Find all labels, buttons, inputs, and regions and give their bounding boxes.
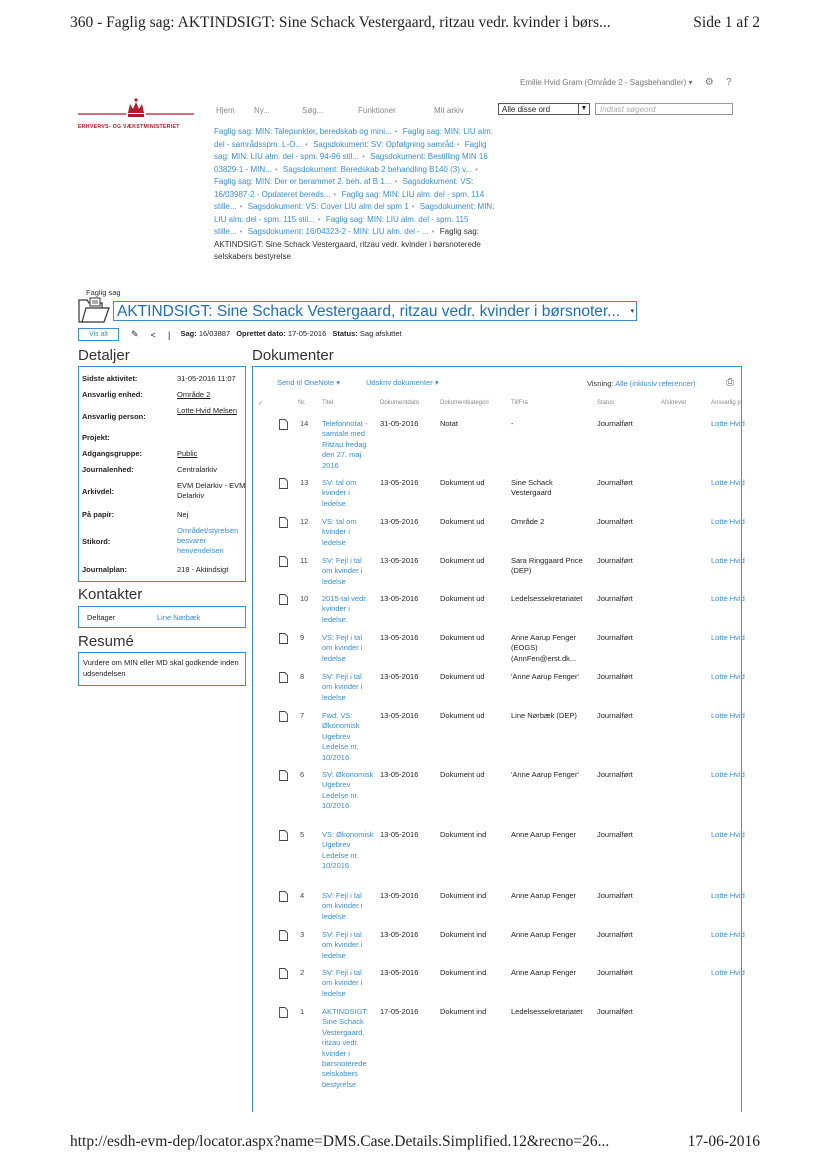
doc-number: 13 — [300, 478, 309, 487]
detail-key: Sidste aktivitet: — [82, 374, 138, 383]
breadcrumb-item[interactable]: Faglig sag: MIN: LIU alm. del - samrådsspm. L-O... — [214, 127, 494, 149]
detail-link[interactable]: Public — [177, 449, 198, 458]
doc-number: 12 — [300, 517, 309, 526]
folder-icon — [78, 297, 110, 328]
show-all-button[interactable]: Vis alt — [78, 328, 119, 341]
created-date-value: 17-05-2016 — [287, 329, 327, 339]
doc-title-link[interactable]: SV: Fejl i tal om kvinder i ledelse — [322, 930, 363, 960]
user-menu[interactable]: Emilie Hvid Gram (Område 2 - Sagsbehandler) ▾ — [520, 78, 693, 87]
detail-key: På papir: — [82, 510, 115, 519]
details-heading: Detaljer — [78, 347, 130, 364]
breadcrumb-separator: • — [431, 227, 435, 236]
doc-to-from: Anne Aarup Fenger (EOGS) (AnnFen@erst.dk... — [511, 633, 577, 663]
breadcrumb-separator: • — [411, 202, 415, 211]
doc-number: 1 — [300, 1007, 305, 1016]
breadcrumb-separator: • — [361, 152, 365, 161]
document-icon — [279, 968, 288, 979]
doc-responsible-link[interactable]: Lotte Hvid — [711, 711, 745, 720]
doc-number: 2 — [300, 968, 305, 977]
doc-title-link[interactable]: VS: Fejl i tal om kvinder i ledelse — [322, 633, 363, 663]
doc-status: Journalført — [597, 930, 633, 939]
detail-link[interactable]: Lotte Hvid Melsen — [177, 406, 238, 415]
doc-to-from: 'Anne Aarup Fenger' — [511, 672, 579, 681]
print-footer-date: 17-06-2016 — [687, 1133, 760, 1150]
doc-title-link[interactable]: SV: Fejl i tal om kvinder i ledelse — [322, 556, 363, 586]
doc-title-link[interactable]: SV: Fejl i tal om kvinder i ledelse — [322, 968, 363, 998]
view-label: Visning: — [587, 379, 614, 388]
status-label: Status: — [332, 329, 358, 339]
nav-search[interactable]: Søg... — [302, 106, 324, 115]
resume-text: Vurdere om MIN eller MD skal godkende inden udsendelsen — [78, 652, 246, 686]
col-select[interactable]: ✓ — [258, 401, 264, 407]
help-icon[interactable]: ? — [725, 77, 732, 88]
doc-responsible-link[interactable]: Lotte Hvid — [711, 830, 745, 839]
doc-category: Dokument ind — [440, 968, 487, 977]
breadcrumb-separator: • — [394, 177, 398, 186]
doc-category: Notat — [440, 419, 458, 428]
nav-functions[interactable]: Funktioner — [358, 106, 396, 115]
doc-status: Journalført — [597, 891, 633, 900]
doc-date: 13-05-2016 — [380, 891, 419, 900]
doc-category: Dokument ud — [440, 478, 485, 487]
crown-emblem — [78, 96, 194, 122]
search-placeholder: Indtast søgeord — [600, 105, 656, 114]
doc-date: 17-05-2016 — [380, 1007, 419, 1016]
doc-status: Journalført — [597, 478, 633, 487]
pin-icon[interactable]: ✎ — [131, 329, 139, 339]
document-icon — [279, 478, 288, 489]
breadcrumb-item[interactable]: Sagsdokument: Beredskab 2 behandling B140 (3) v... — [282, 164, 473, 174]
doc-status: Journalført — [597, 1007, 633, 1016]
doc-to-from: Anne Aarup Fenger — [511, 830, 577, 839]
doc-status: Journalført — [597, 556, 633, 565]
doc-status: Journalført — [597, 594, 633, 603]
breadcrumb-separator: • — [475, 164, 478, 174]
search-scope-value: Alle disse ord — [502, 105, 551, 114]
doc-to-from: Ledelsessekretariatet — [511, 594, 583, 603]
doc-to-from: Sara Ringgaard Price (DEP) — [511, 556, 583, 576]
doc-category: Dokument ud — [440, 517, 485, 526]
documents-toolbar — [277, 378, 439, 387]
ministry-logo[interactable] — [78, 96, 194, 130]
document-icon — [279, 556, 288, 567]
doc-to-from: Sine Schack Vestergaard — [511, 478, 553, 498]
share-icon[interactable]: < — [150, 329, 156, 340]
document-icon — [279, 633, 288, 644]
doc-responsible-link[interactable]: Lotte Hvid — [711, 672, 745, 681]
col-nr[interactable]: Nr. — [298, 400, 306, 406]
doc-category: Dokument ind — [440, 1007, 487, 1016]
doc-date: 13-05-2016 — [380, 770, 419, 779]
case-title-text: AKTINDSIGT: Sine Schack Vestergaard, ritzau vedr. kvinder i børsnoter... — [117, 303, 621, 320]
breadcrumb-item[interactable]: Faglig sag: MIN: LIU alm. del - spm. 115 stille... — [214, 214, 469, 236]
breadcrumb-item[interactable]: Sagsdokument: VS: Cover LIU alm del spm 1 — [247, 202, 409, 211]
doc-category: Dokument ind — [440, 930, 487, 939]
doc-responsible-link[interactable]: Lotte Hvid — [711, 594, 745, 603]
doc-responsible-link[interactable]: Lotte Hvid — [711, 891, 745, 900]
contacts-panel — [78, 606, 246, 628]
doc-responsible-link[interactable]: Lotte Hvid — [711, 930, 745, 939]
doc-title-link[interactable]: VS: Økonomisk Ugebrev Ledelse nr. 10/2016 — [322, 830, 374, 871]
breadcrumb-item[interactable]: Sagsdokument: MIN: LIU alm. del - spm. 115 stil... — [214, 202, 495, 224]
detail-key: Journalenhed: — [82, 465, 134, 474]
breadcrumb-separator: • — [456, 139, 460, 149]
doc-category: Dokument ind — [440, 891, 487, 900]
case-action-bar — [78, 328, 402, 341]
doc-date: 13-05-2016 — [380, 633, 419, 642]
created-date-label: Oprettet dato: — [236, 329, 286, 339]
doc-responsible-link[interactable]: Lotte Hvid — [711, 770, 745, 779]
doc-to-from: Anne Aarup Fenger — [511, 891, 577, 900]
document-icon — [279, 711, 288, 722]
doc-status: Journalført — [597, 830, 633, 839]
nav-home[interactable]: Hjem — [216, 106, 235, 115]
doc-to-from: Ledelsessekretariatet — [511, 1007, 583, 1016]
detail-key: Journalplan: — [82, 565, 128, 574]
document-icon — [279, 891, 288, 902]
breadcrumb-item[interactable]: Faglig sag: MIN: Talepunkter, beredskab og mini... — [214, 127, 392, 136]
doc-status: Journalført — [597, 968, 633, 977]
doc-status: Journalført — [597, 770, 633, 779]
case-type-label: Faglig sag — [86, 288, 121, 297]
print-documents-button[interactable]: Udskriv dokumenter ▾ — [366, 378, 439, 387]
col-status[interactable]: Status — [597, 400, 615, 406]
doc-date: 31-05-2016 — [380, 419, 419, 428]
documents-heading: Dokumenter — [252, 347, 334, 364]
doc-to-from: 'Anne Aarup Fenger' — [511, 770, 579, 779]
breadcrumb-separator: • — [305, 139, 308, 149]
doc-responsible-link[interactable]: Lotte Hvid — [711, 419, 745, 428]
doc-date: 13-05-2016 — [380, 594, 419, 603]
doc-number: 5 — [300, 830, 305, 839]
document-icon — [279, 1007, 288, 1018]
detail-value: Centralarkiv — [177, 465, 218, 474]
contact-name[interactable]: Line Nørbæk — [157, 613, 201, 622]
nav-new[interactable]: Ny... — [254, 106, 270, 115]
search-scope-select[interactable] — [498, 103, 590, 115]
doc-title-link[interactable]: SV: Fejl i tal om kvinder i ledelse — [322, 672, 363, 702]
doc-number: 6 — [300, 770, 305, 779]
view-selector[interactable] — [587, 379, 696, 388]
breadcrumb-separator: • — [394, 127, 398, 136]
detail-link[interactable]: Område 2 — [177, 390, 211, 399]
breadcrumb-item[interactable]: Sagsdokument: SV: Opfølgning samråd — [313, 139, 454, 149]
doc-responsible-link[interactable]: Lotte Hvid — [711, 556, 745, 565]
divider: | — [168, 329, 171, 340]
doc-title-link[interactable]: Telefonnotat - samtale med Ritzau fredag den 27. maj 2016 — [322, 419, 368, 470]
doc-category: Dokument ind — [440, 830, 487, 839]
nav-my-archive[interactable]: Mit arkiv — [434, 106, 464, 115]
case-number-value: 16/03887 — [198, 329, 231, 339]
contact-role: Deltager — [87, 613, 116, 622]
view-value[interactable]: Alle (inklusiv referencer) — [615, 379, 696, 388]
print-footer — [70, 1133, 760, 1151]
doc-category: Dokument ud — [440, 672, 485, 681]
doc-number: 10 — [300, 594, 309, 603]
gear-icon[interactable]: ⚙ — [704, 77, 714, 88]
col-title[interactable]: Titel — [322, 400, 334, 406]
doc-date: 13-05-2016 — [380, 830, 419, 839]
breadcrumb-separator: • — [333, 189, 337, 199]
doc-to-from: Område 2 — [511, 517, 545, 526]
doc-title-link[interactable]: SV: Økonomisk Ugebrev Ledelse nr. 10/2016 — [322, 770, 374, 811]
breadcrumb — [214, 126, 496, 264]
col-responsible[interactable]: Ansvarlig p — [711, 400, 741, 406]
contacts-heading: Kontakter — [78, 586, 143, 603]
chevron-down-icon[interactable]: ▾ — [630, 308, 634, 315]
logo-text: ERHVERVS- OG VÆKSTMINISTERIET — [78, 124, 180, 130]
case-number-label: Sag: — [180, 329, 197, 339]
doc-number: 11 — [300, 556, 308, 565]
doc-category: Dokument ud — [440, 556, 485, 565]
chevron-down-icon: ▼ — [578, 104, 589, 114]
doc-status: Journalført — [597, 517, 633, 526]
doc-category: Dokument ud — [440, 633, 485, 642]
doc-title-link[interactable]: AKTINDSIGT: Sine Schack Vestergaard, ritzau vedr. kvinder i børsnoterede selskabers bestyrelse — [322, 1007, 369, 1089]
doc-status: Journalført — [597, 633, 633, 642]
doc-date: 13-05-2016 — [380, 711, 419, 720]
detail-key: Stikord: — [82, 537, 111, 546]
doc-title-link[interactable]: VS: tal om kvinder i ledelse — [322, 517, 357, 547]
doc-to-from: - — [511, 419, 514, 428]
doc-number: 7 — [300, 711, 305, 720]
col-date[interactable]: Dokumentdato — [380, 400, 420, 406]
doc-date: 13-05-2016 — [380, 672, 419, 681]
doc-title-link[interactable]: 2015-tal vedr. kvinder i ledelse. — [322, 594, 368, 624]
col-written-off[interactable]: Afskrevet — [661, 400, 687, 406]
doc-number: 9 — [300, 633, 305, 642]
doc-title-link[interactable]: SV: tal om kvinder i ledelse — [322, 478, 357, 508]
breadcrumb-item[interactable]: Sagsdokument: Bestilling MIN 16 03829-1 - MIN... — [214, 152, 488, 174]
print-header — [70, 14, 760, 32]
doc-title-link[interactable]: SV: Fejl i tal om kvinder i ledelse — [322, 891, 363, 921]
document-icon — [279, 830, 288, 841]
top-nav — [216, 106, 494, 115]
doc-number: 8 — [300, 672, 305, 681]
doc-responsible-link[interactable]: Lotte Hvid — [711, 968, 745, 977]
detail-key: Projekt: — [82, 433, 110, 442]
document-icon — [279, 770, 288, 781]
doc-to-from: Anne Aarup Fenger — [511, 968, 577, 977]
breadcrumb-separator: • — [239, 227, 243, 236]
doc-to-from: Anne Aarup Fenger — [511, 930, 577, 939]
breadcrumb-separator: • — [274, 164, 278, 174]
document-icon — [279, 517, 288, 528]
doc-date: 13-05-2016 — [380, 517, 419, 526]
col-to-from[interactable]: Til/Fra — [511, 400, 528, 406]
breadcrumb-item[interactable]: Faglig sag: MIN: LIU alm. del - spm. 114 stille... — [214, 189, 485, 211]
breadcrumb-item[interactable]: Faglig sag: MIN: LIU alm. del - spm. 94-96 stil... — [214, 139, 487, 161]
doc-category: Dokument ud — [440, 770, 485, 779]
col-category[interactable]: Dokumentkategori — [440, 400, 489, 406]
document-icon — [279, 594, 288, 605]
print-header-title: 360 - Faglig sag: AKTINDSIGT: Sine Schack Vestergaard, ritzau vedr. kvinder i børs... — [70, 14, 611, 31]
breadcrumb-item[interactable]: Faglig sag: MIN: Der er berammet 2. beh. af B 1... — [214, 177, 392, 186]
doc-responsible-link[interactable]: Lotte Hvid — [711, 478, 745, 487]
breadcrumb-item[interactable]: Sagsdokument: 16/04323-2 - MIN: LIU alm. del - ... — [247, 227, 429, 236]
print-footer-url: http://esdh-evm-dep/locator.aspx?name=DMS.Case.Details.Simplified.12&recno=26... — [70, 1133, 610, 1150]
case-title[interactable] — [113, 301, 637, 321]
detail-key: Ansvarlig enhed: — [82, 390, 143, 399]
resume-heading: Resumé — [78, 633, 134, 650]
doc-category: Dokument ud — [440, 711, 485, 720]
detail-key: Adgangsgruppe: — [82, 449, 142, 458]
doc-to-from: Line Nørbæk (DEP) — [511, 711, 577, 720]
detail-value: Nej — [177, 510, 189, 519]
breadcrumb-current: Faglig sag: AKTINDSIGT: Sine Schack Vestergaard, ritzau vedr. kvinder i børsnoterede selskabers bestyrelse — [214, 227, 481, 261]
doc-number: 4 — [300, 891, 305, 900]
user-bar — [520, 77, 732, 88]
doc-category: Dokument ud — [440, 594, 485, 603]
doc-status: Journalført — [597, 672, 633, 681]
doc-number: 14 — [300, 419, 309, 428]
detail-key: Arkivdel: — [82, 487, 115, 496]
breadcrumb-separator: • — [317, 214, 321, 224]
detail-value: 31-05-2016 11:07 — [177, 374, 236, 383]
printer-icon[interactable]: ⎙ — [726, 377, 734, 388]
doc-status: Journalført — [597, 419, 633, 428]
detail-key: Ansvarlig person: — [82, 412, 146, 421]
doc-number: 3 — [300, 930, 305, 939]
doc-responsible-link[interactable]: Lotte Hvid — [711, 633, 745, 642]
details-panel — [78, 366, 246, 582]
doc-title-link[interactable]: Fwd: VS: Økonomisk Ugebrev Ledelse nr. 10/2016 — [322, 711, 360, 762]
document-icon — [279, 419, 288, 430]
doc-date: 13-05-2016 — [380, 556, 419, 565]
doc-date: 13-05-2016 — [380, 930, 419, 939]
detail-value: 218 - Aktindsigt — [177, 565, 229, 574]
print-page-number: Side 1 af 2 — [693, 14, 760, 31]
status-value: Sag afsluttet — [359, 329, 402, 339]
document-icon — [279, 930, 288, 941]
document-icon — [279, 672, 288, 683]
search-input[interactable] — [595, 103, 733, 115]
doc-status: Journalført — [597, 711, 633, 720]
doc-responsible-link[interactable]: Lotte Hvid — [711, 517, 745, 526]
doc-date: 13-05-2016 — [380, 478, 419, 487]
doc-date: 13-05-2016 — [380, 968, 419, 977]
breadcrumb-separator: • — [239, 202, 243, 211]
send-onenote-button[interactable]: Send til OneNote ▾ — [277, 378, 340, 387]
breadcrumb-item[interactable]: Sagsdokument: VS: 16/03987-2 - Opdateret bereds... — [214, 177, 474, 199]
detail-value: Området/styrelsen besvarer henvendelsen — [177, 526, 239, 555]
detail-value: EVM Delarkiv - EVM Delarkiv — [177, 481, 246, 500]
